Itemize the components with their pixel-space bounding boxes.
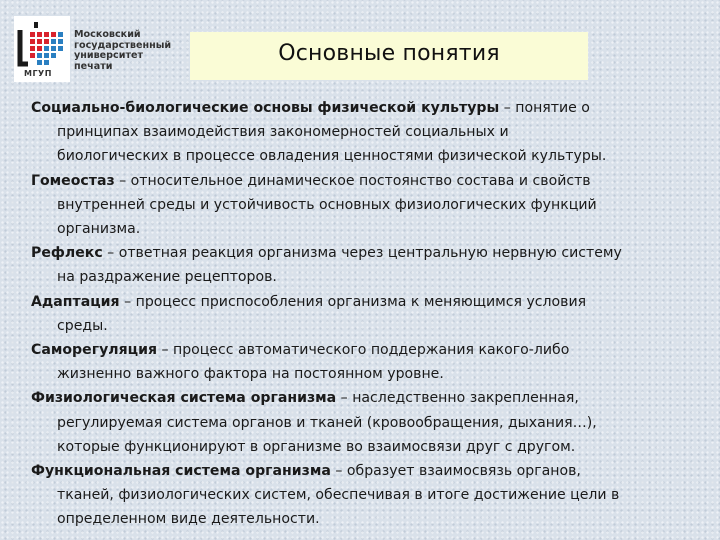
definition-text: внутренней среды и устойчивость основных физиологических функций — [57, 196, 597, 213]
definition-term: Функциональная система организма — [31, 463, 331, 480]
title-box — [190, 32, 588, 80]
definition-text: – наследственно закрепленная, — [336, 390, 579, 407]
definition-term: Саморегуляция — [31, 342, 157, 359]
definition-text: – процесс автоматического поддержания какого-либо — [157, 342, 570, 359]
definition-item — [31, 169, 703, 242]
definition-item — [31, 290, 703, 338]
definition-text: биологических в процессе овладения ценностями физической культуры. — [57, 148, 607, 165]
definition-text: определенном виде деятельности. — [57, 511, 320, 528]
definition-term: Рефлекс — [31, 245, 103, 262]
definition-item — [31, 338, 703, 386]
definition-text: среды. — [57, 317, 108, 334]
logo-name — [74, 30, 186, 72]
logo-line: государственный — [74, 39, 172, 51]
logo-line: печати — [74, 60, 113, 72]
definition-term: Гомеостаз — [31, 172, 115, 189]
definitions-list — [31, 96, 703, 532]
logo-abbreviation: МГУП — [24, 69, 52, 78]
definition-text: принципах взаимодействия закономерностей социальных и — [57, 124, 509, 141]
definition-text: регулируемая система органов и тканей (кровообращения, дыхания…), — [57, 414, 597, 431]
definition-text: на раздражение рецепторов. — [57, 269, 277, 286]
definition-text: – процесс приспособления организма к меняющимся условия — [119, 293, 587, 310]
definition-term: Физиологическая система организма — [31, 390, 337, 407]
definition-item — [31, 386, 703, 459]
definition-text: организма. — [57, 221, 141, 238]
definition-item — [31, 459, 703, 532]
logo-line: университет — [74, 50, 144, 62]
definition-item — [31, 241, 703, 289]
logo-line: Московский — [74, 29, 141, 40]
definition-term: Адаптация — [31, 293, 120, 310]
definition-text: – относительное динамическое постоянство состава и свойств — [114, 172, 591, 189]
slide-title: Основные понятия — [278, 41, 500, 66]
definition-text: жизненно важного фактора на постоянном уровне. — [57, 366, 444, 383]
definition-item — [31, 96, 703, 169]
definition-text: – понятие о — [499, 100, 590, 116]
definition-text: – образует взаимосвязь органов, — [330, 463, 581, 480]
definition-text: – ответная реакция организма через центральную нервную систему — [102, 245, 622, 262]
university-logo — [14, 16, 184, 82]
definition-text: тканей, физиологических систем, обеспечивая в итоге достижение цели в — [57, 487, 620, 504]
definition-text: которые функционируют в организме во взаимосвязи друг с другом. — [57, 438, 576, 455]
definition-term: Социально-биологические основы физической культуры — [31, 100, 500, 116]
